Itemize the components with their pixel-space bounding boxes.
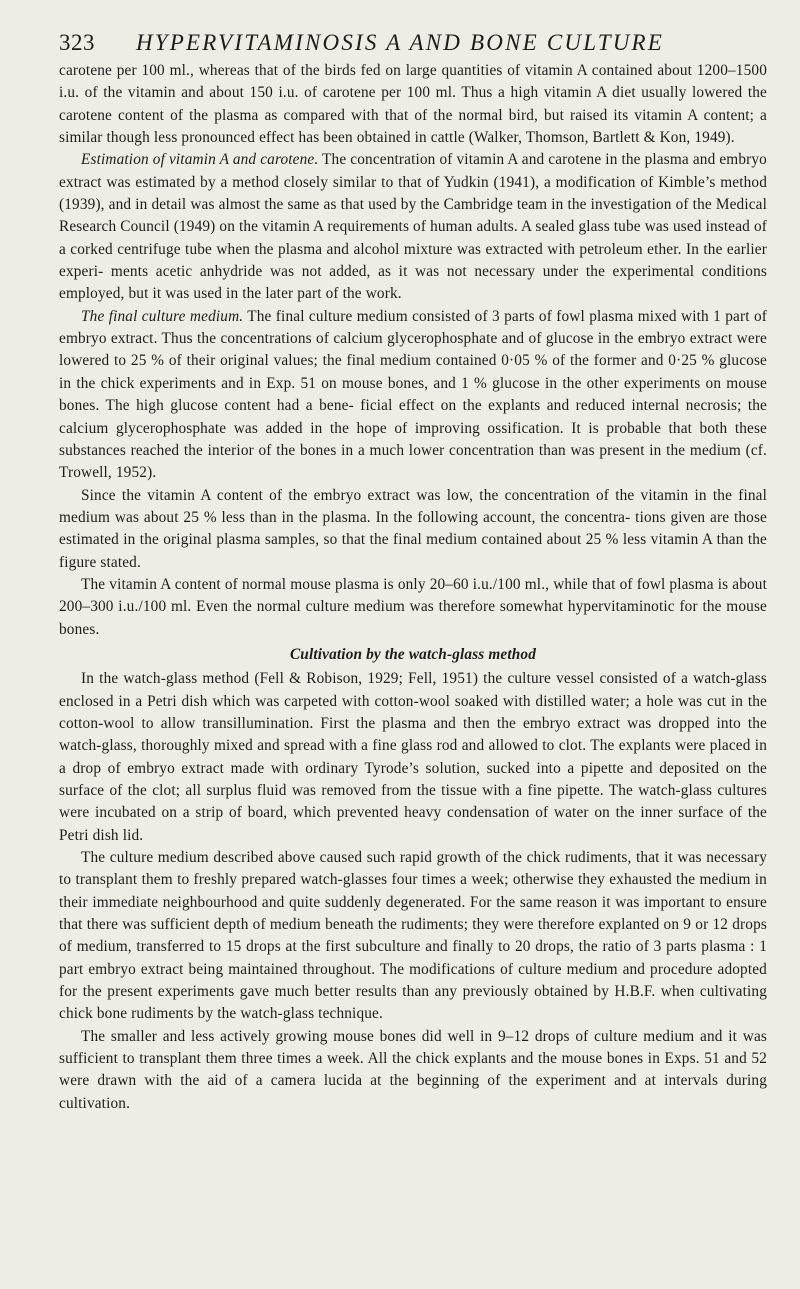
running-title: HYPERVITAMINOSIS A AND BONE CULTURE	[136, 30, 665, 55]
paragraph-text: The smaller and less actively growing mouse bones did well in 9–12 drops of culture medium and it was sufficient to transplant them three times a week. All the chick explants and the mouse bones in Exps. 51 and 52 were drawn with the aid of a camera lucida at the beginning of the experiment and at intervals during cultivation.	[59, 1027, 767, 1112]
paragraph-mouse-plasma	[59, 574, 767, 641]
paragraph-text: The concentration of vitamin A and carotene in the plasma and embryo extract was estimated by a method closely similar to that of Yudkin (1941), a modification of Kimble’s method (1939), and in detail was almost the same as that used by the Cambridge team in the investigation of the Medical Research Council (1949) on the vitamin A requirements of human adults. A sealed glass tube was used instead of a corked centrifuge tube when the plasma and alcohol mixture was extracted with petroleum ether. In the earlier experi- ments acetic anhydride was not added, as it was not necessary under the experimental conditions employed, but it was used in the later part of the work.	[59, 151, 767, 303]
section-heading: Cultivation by the watch-glass method	[289, 645, 537, 663]
page-number: 323	[59, 30, 95, 55]
paragraph-text: carotene per 100 ml., whereas that of the birds fed on large quantities of vitamin A contained about 1200–1500 i.u. of the vitamin and about 150 i.u. of carotene per 100 ml. Thus a high vitamin A diet usually lowered the carotene content of the plasma as compared with that of the normal bird, but raised its vitamin A content; a similar though less pronounced effect has been obtained in cattle (Walker, Thomson, Bartlett & Kon, 1949).	[59, 62, 767, 147]
paragraph-mouse-bones	[59, 1026, 767, 1115]
paragraph-rapid-growth	[59, 847, 767, 1026]
paragraph-estimation	[59, 149, 767, 305]
paragraph-final-medium	[59, 306, 767, 485]
article-body	[59, 60, 767, 1115]
run-in-heading: Estimation of vitamin A and carotene.	[81, 151, 319, 169]
paragraph-text: The vitamin A content of normal mouse plasma is only 20–60 i.u./100 ml., while that of fowl plasma is about 200–300 i.u./100 ml. Even the normal culture medium was therefore somewhat hypervitaminotic for the mouse bones.	[59, 575, 767, 638]
paragraph-text: The culture medium described above caused such rapid growth of the chick rudiments, that it was necessary to transplant them to freshly prepared watch-glasses four times a week; otherwise they exhausted the medium in their immediate neighbourhood and quite suddenly degenerated. For the same reason it was important to ensure that there was sufficient depth of medium beneath the rudiments; they were therefore explanted on 9 or 12 drops of medium, transferred to 15 drops at the first subculture and finally to 20 drops, the ratio of 3 parts plasma : 1 part embryo extract being maintained throughout. The modifications of culture medium and procedure adopted for the present experiments gave much better results than any previously obtained by H.B.F. when cultivating chick bone rudiments by the watch-glass technique.	[59, 849, 767, 1023]
paragraph-text: The final culture medium consisted of 3 parts of fowl plasma mixed with 1 part of embryo extract. Thus the concentrations of calcium glycerophosphate and of glucose in the embryo extract were lowered to 25 % of their original values; the final medium contained 0·05 % of the former and 0·25 % glucose in the chick experiments and in Exp. 51 on mouse bones, and 1 % glucose in the other experiments on mouse bones. The high glucose content had a bene- ficial effect on the explants and reduced internal necrosis; the calcium glycerophosphate was added in the hope of improving ossification. It is probable that both these substances reached the interior of the bones in a much lower concentration than was present in the medium (cf. Trowell, 1952).	[59, 307, 767, 482]
paragraph-watch-glass-method	[59, 668, 767, 847]
running-head	[59, 0, 767, 60]
run-in-heading: The final culture medium.	[81, 307, 244, 325]
paragraph-vitamin-content-extract	[59, 485, 767, 574]
paragraph-text: In the watch-glass method (Fell & Robison, 1929; Fell, 1951) the culture vessel consisted of a watch-glass enclosed in a Petri dish which was carpeted with cotton-wool soaked with distilled water; a hole was cut in the cotton-wool to allow transillumination. First the plasma and then the embryo extract was dropped into the watch-glass, thoroughly mixed and spread with a fine glass rod and allowed to clot. The explants were placed in a drop of embryo extract made with ordinary Tyrode’s solution, sucked into a pipette and deposited on the surface of the clot; all surplus fluid was removed from the tissue with a fine pipette. The watch-glass cultures were incubated on a strip of board, which prevented heavy condensation of water on the inner surface of the Petri dish lid.	[59, 670, 767, 844]
paragraph-carotene-continuation	[59, 60, 767, 149]
paragraph-text: Since the vitamin A content of the embryo extract was low, the concentration of the vitamin in the final medium was about 25 % less than in the plasma. In the following account, the concentra- tions given are those estimated in the original plasma samples, so that the final medium contained about 25 % less vitamin A than the figure stated.	[59, 486, 767, 571]
